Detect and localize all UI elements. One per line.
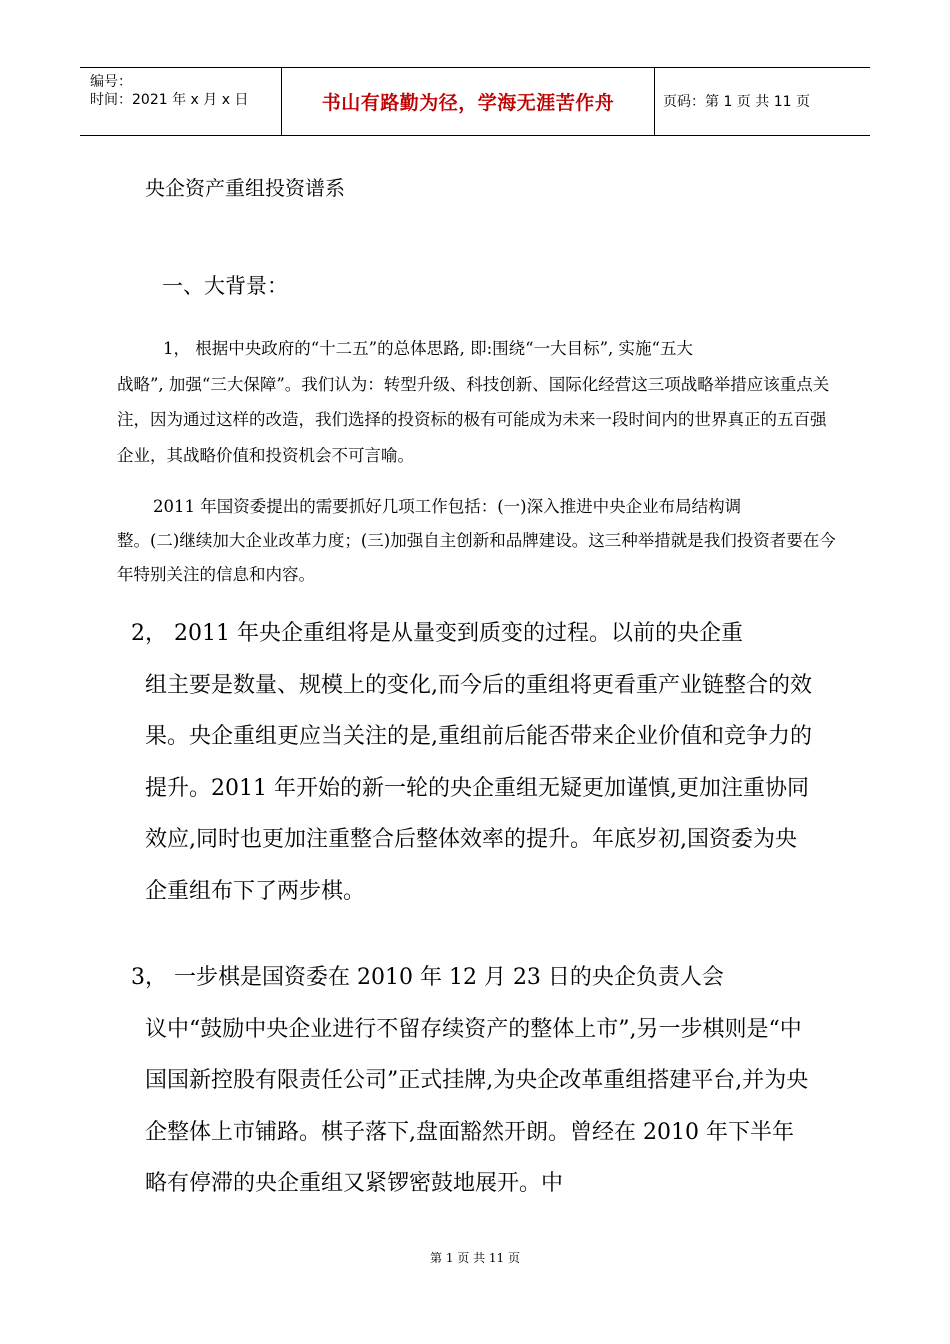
paragraph-1b-first-line: 2011 年国资委提出的需要抓好几项工作包括：(一)深入推进中央企业布局结构调: [153, 497, 742, 516]
paragraph-1-body: 战略”, 加强“三大保障”。我们认为：转型升级、科技创新、国际化经营这三项战略举措应该重点关注，因为通过这样的改造，我们选择的投资标的极有可能成为未来一段时间内的世界真正的五百强企业，其战略价值和投资机会不可言喻。: [117, 374, 830, 465]
paragraph-2: [131, 608, 815, 917]
paragraph-1-first-line: 1， 根据中央政府的“十二五”的总体思路, 即:围绕“一大目标”, 实施“五大: [163, 339, 693, 358]
header-page-cell: [655, 68, 870, 135]
header-table: [80, 67, 870, 136]
paragraph-3-first-line: 3， 一步棋是国资委在 2010 年 12 月 23 日的央企负责人会: [131, 965, 724, 990]
document-number-label: 编号：: [90, 74, 132, 90]
header-motto: 书山有路勤为径，学海无涯苦作舟: [321, 92, 615, 114]
page-footer: 第 1 页 共 11 页: [430, 1251, 520, 1265]
document-date-label: 时间：2021 年 x 月 x 日: [90, 92, 249, 108]
header-motto-cell: [282, 68, 655, 135]
header-meta-cell: [80, 68, 282, 135]
paragraph-1b: [117, 490, 837, 592]
paragraph-3-body: 议中“鼓励中央企业进行不留存续资产的整体上市”,另一步棋则是“中国国新控股有限责任公司”正式挂牌,为央企改革重组搭建平台,并为央企整体上市铺路。棋子落下,盘面豁然开朗。曾经在 2010 年下半年略有停滞的央企重组又紧锣密鼓地展开。中: [145, 1016, 809, 1196]
paragraph-2-body: 组主要是数量、规模上的变化,而今后的重组将更看重产业链整合的效果。央企重组更应当关注的是,重组前后能否带来企业价值和竞争力的提升。2011 年开始的新一轮的央企重组无疑更加谨慎,更加注重协同效应,同时也更加注重整合后整体效率的提升。年底岁初,国资委为央企重组布下了两步棋。: [145, 672, 812, 904]
paragraph-1: [117, 331, 837, 473]
paragraph-2-first-line: 2， 2011 年央企重组将是从量变到质变的过程。以前的央企重: [131, 621, 743, 646]
document-title: 央企资产重组投资谱系: [145, 176, 345, 200]
section-heading: 一、大背景：: [162, 274, 288, 298]
paragraph-1b-body: 整。(二)继续加大企业改革力度；(三)加强自主创新和品牌建设。这三种举措就是我们投资者要在今年特别关注的信息和内容。: [117, 531, 836, 584]
paragraph-3: [131, 952, 815, 1210]
header-page-number: 页码：第 1 页 共 11 页: [663, 93, 810, 110]
